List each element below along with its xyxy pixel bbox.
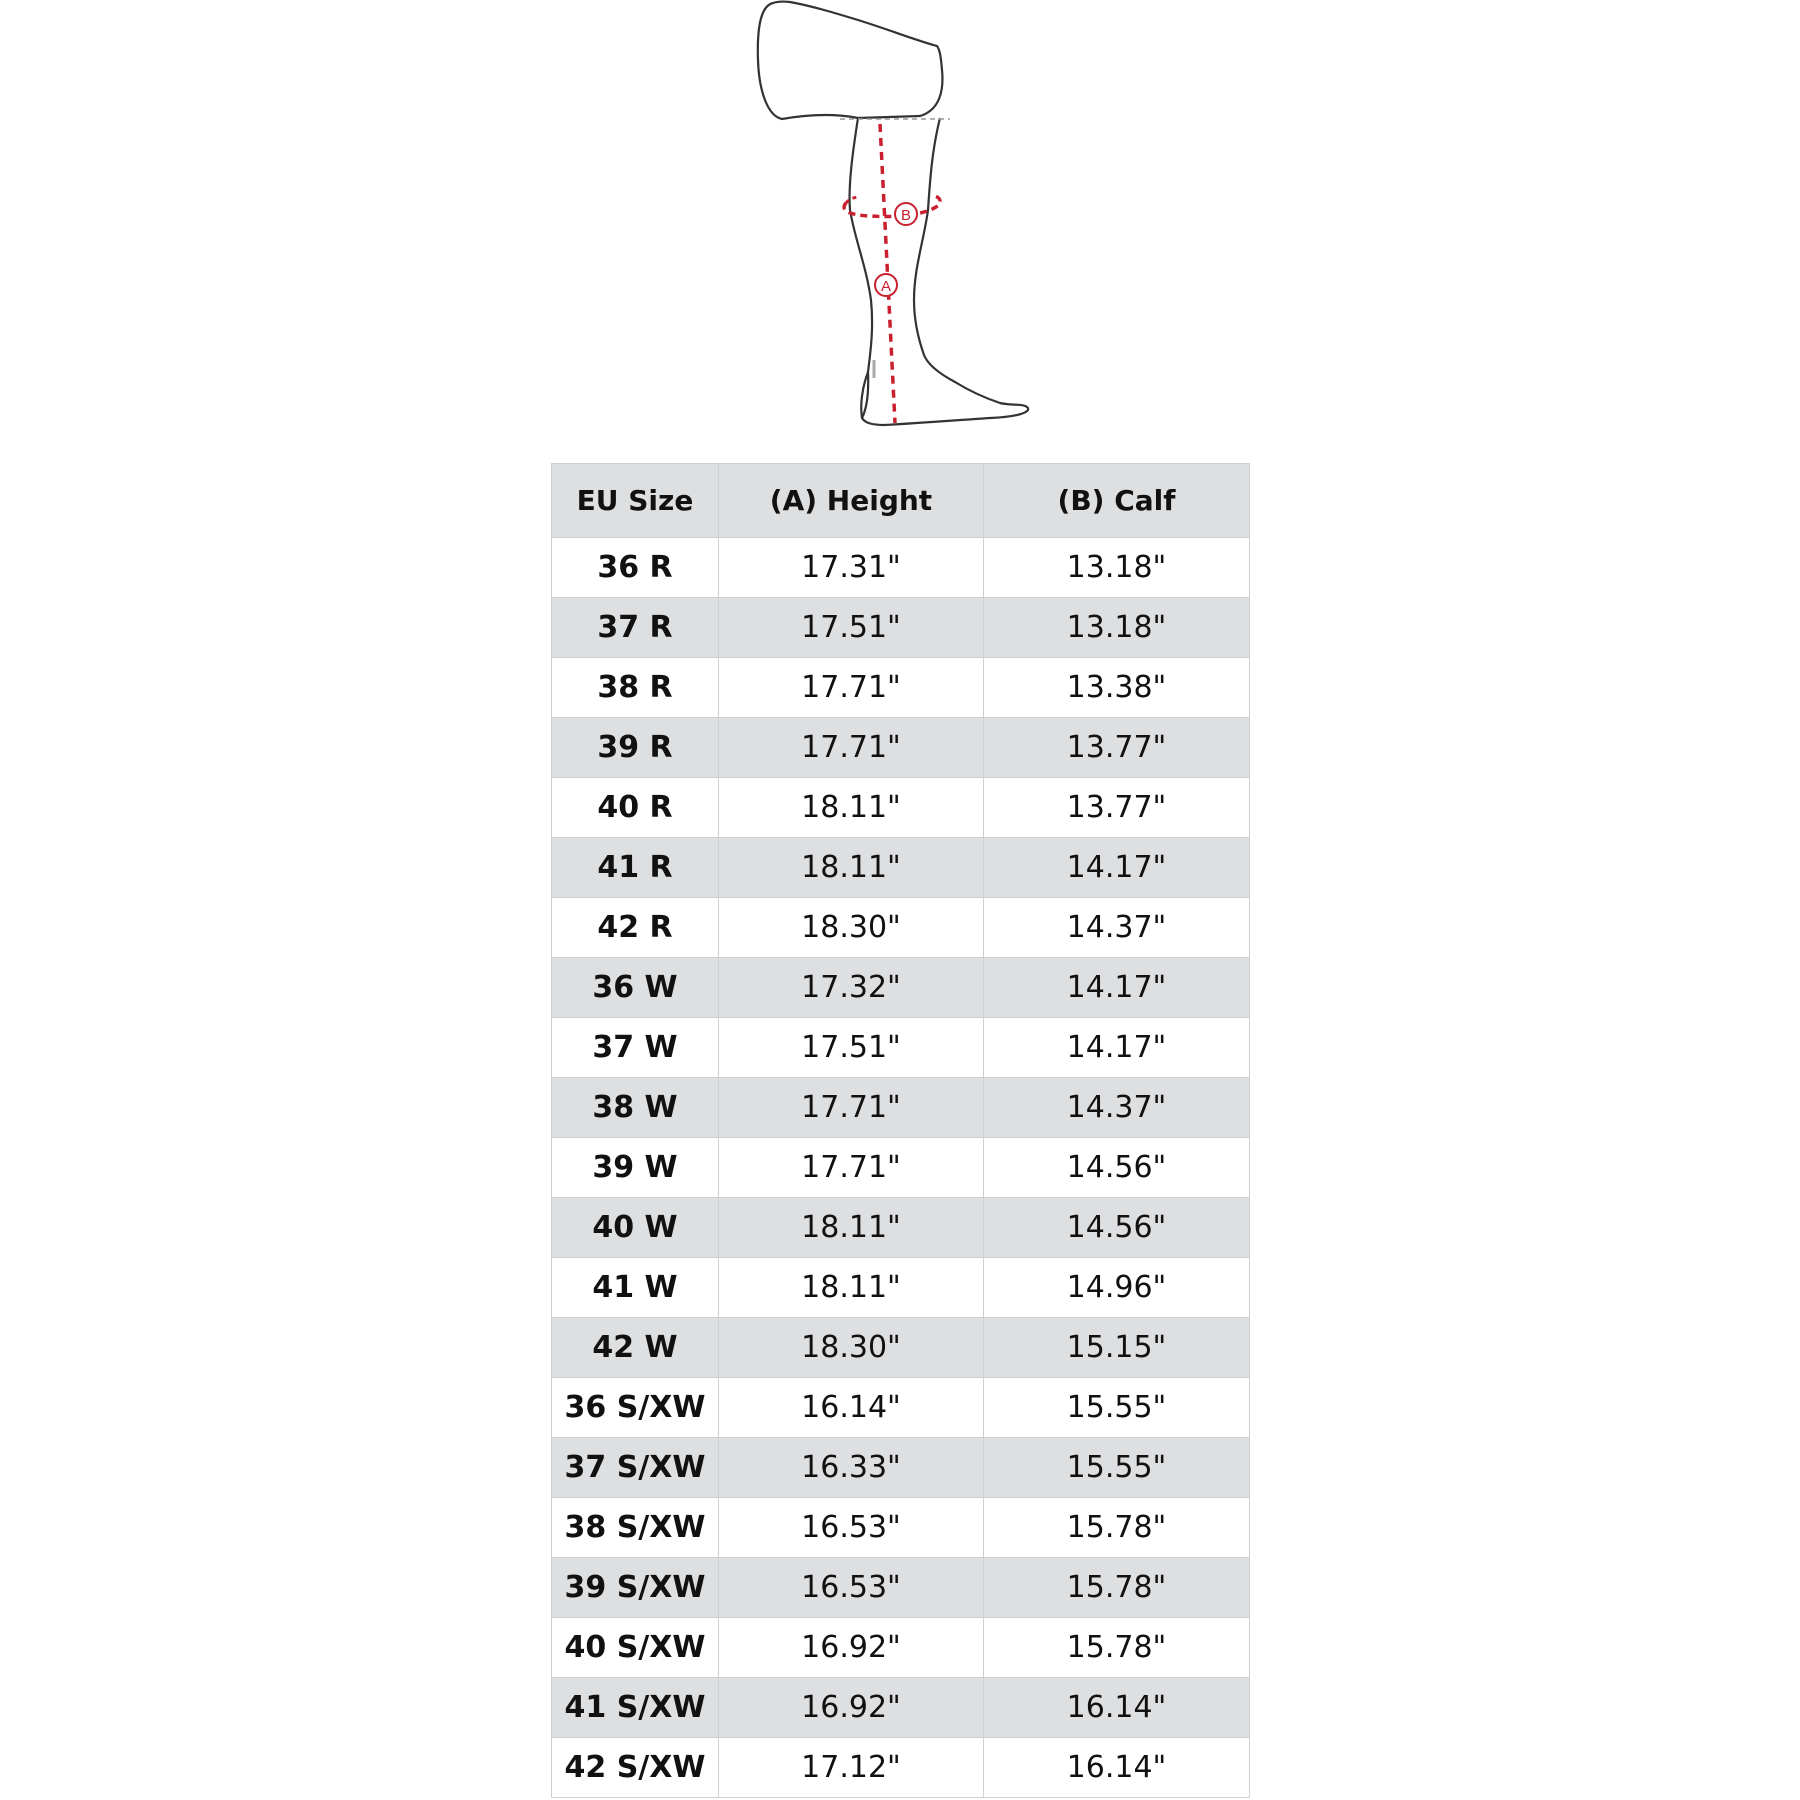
size-cell: 39 W [552,1138,719,1198]
thigh-outline [758,2,943,119]
table-row [552,538,1250,598]
calf-cell: 14.56" [984,1138,1250,1198]
height-cell: 17.32" [719,958,984,1018]
size-cell: 41 R [552,838,719,898]
height-cell: 17.71" [719,1078,984,1138]
shin-outline [850,118,1029,425]
calf-cell: 15.78" [984,1558,1250,1618]
table-row [552,1378,1250,1438]
size-cell: 42 S/XW [552,1738,719,1798]
height-cell: 18.11" [719,838,984,898]
size-cell: 38 S/XW [552,1498,719,1558]
size-cell: 39 S/XW [552,1558,719,1618]
size-cell: 38 R [552,658,719,718]
size-cell: 42 R [552,898,719,958]
height-cell: 17.12" [719,1738,984,1798]
calf-cell: 15.78" [984,1618,1250,1678]
size-cell: 37 S/XW [552,1438,719,1498]
table-row [552,1618,1250,1678]
table-row [552,1138,1250,1198]
height-cell: 16.53" [719,1498,984,1558]
height-cell: 16.53" [719,1558,984,1618]
size-chart-table [551,463,1250,1798]
calf-measure-line [844,196,940,217]
height-cell: 18.30" [719,898,984,958]
table-row [552,1558,1250,1618]
table-row [552,958,1250,1018]
calf-cell: 14.96" [984,1258,1250,1318]
height-cell: 16.14" [719,1378,984,1438]
calf-cell: 14.56" [984,1198,1250,1258]
height-cell: 17.71" [719,718,984,778]
height-cell: 18.30" [719,1318,984,1378]
height-cell: 16.92" [719,1678,984,1738]
table-row [552,1258,1250,1318]
calf-cell: 16.14" [984,1678,1250,1738]
header-height: (A) Height [719,464,984,538]
calf-cell: 14.37" [984,1078,1250,1138]
table-row [552,898,1250,958]
table-row [552,838,1250,898]
height-cell: 17.51" [719,1018,984,1078]
table-header-row [552,464,1250,538]
size-cell: 41 S/XW [552,1678,719,1738]
size-cell: 38 W [552,1078,719,1138]
calf-cell: 15.55" [984,1378,1250,1438]
marker-a-label: A [880,278,892,295]
calf-cell: 14.17" [984,958,1250,1018]
table-row [552,1738,1250,1798]
size-cell: 41 W [552,1258,719,1318]
calf-cell: 13.77" [984,778,1250,838]
table-row [552,658,1250,718]
height-cell: 16.92" [719,1618,984,1678]
height-cell: 17.31" [719,538,984,598]
calf-cell: 15.78" [984,1498,1250,1558]
size-cell: 36 R [552,538,719,598]
table-body [552,538,1250,1798]
table-row [552,1018,1250,1078]
size-cell: 39 R [552,718,719,778]
table-row [552,1678,1250,1738]
header-calf: (B) Calf [984,464,1250,538]
calf-cell: 14.37" [984,898,1250,958]
calf-cell: 13.77" [984,718,1250,778]
height-cell: 17.51" [719,598,984,658]
calf-cell: 13.18" [984,538,1250,598]
size-cell: 40 S/XW [552,1618,719,1678]
height-cell: 16.33" [719,1438,984,1498]
calf-cell: 13.18" [984,598,1250,658]
size-cell: 40 R [552,778,719,838]
size-cell: 37 W [552,1018,719,1078]
height-cell: 18.11" [719,1198,984,1258]
table-row [552,598,1250,658]
table-row [552,1498,1250,1558]
height-cell: 17.71" [719,1138,984,1198]
calf-cell: 16.14" [984,1738,1250,1798]
marker-b-label: B [900,207,912,224]
size-cell: 40 W [552,1198,719,1258]
table-row [552,1438,1250,1498]
calf-cell: 14.17" [984,1018,1250,1078]
calf-cell: 14.17" [984,838,1250,898]
table-row [552,1318,1250,1378]
size-cell: 37 R [552,598,719,658]
table-row [552,1078,1250,1138]
calf-measure-back [846,197,860,203]
calf-cell: 15.55" [984,1438,1250,1498]
size-cell: 42 W [552,1318,719,1378]
table-row [552,1198,1250,1258]
leg-measurement-diagram [740,0,1060,432]
size-cell: 36 S/XW [552,1378,719,1438]
table-row [552,718,1250,778]
height-cell: 17.71" [719,658,984,718]
table-row [552,778,1250,838]
height-cell: 18.11" [719,778,984,838]
calf-cell: 15.15" [984,1318,1250,1378]
calf-cell: 13.38" [984,658,1250,718]
size-cell: 36 W [552,958,719,1018]
height-cell: 18.11" [719,1258,984,1318]
header-eu-size: EU Size [552,464,719,538]
